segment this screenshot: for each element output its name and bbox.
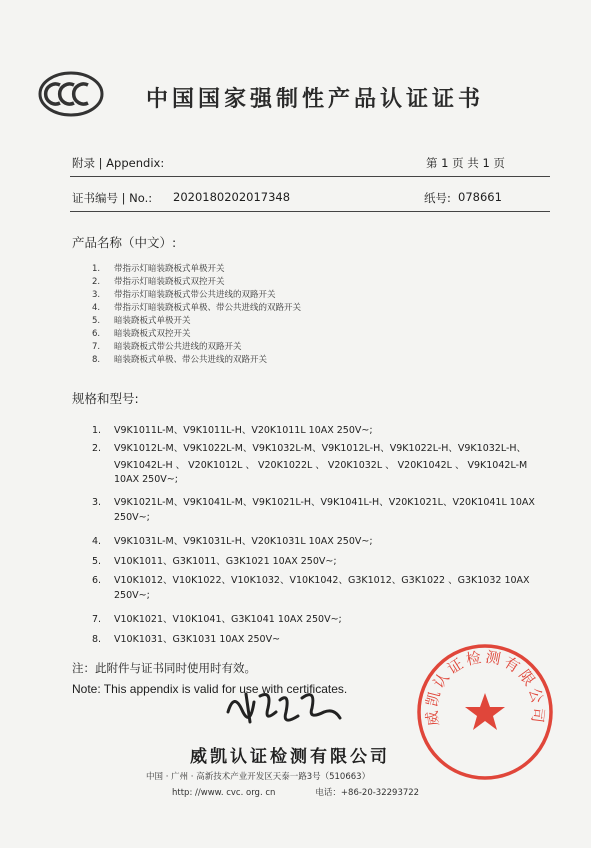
page-info: 第 1 页 共 1 页 xyxy=(426,156,505,170)
svg-text:威凯认证检测有限公司: 威凯认证检测有限公司 xyxy=(422,647,548,728)
product-item: 6. 暗装跷板式双控开关 xyxy=(92,329,191,339)
product-item: 2. 带指示灯暗装跷板式双控开关 xyxy=(92,277,225,287)
spec-item: 7. V10K1021、V10K1041、G3K1041 10AX 250V~; xyxy=(92,614,342,625)
spec-heading: 规格和型号: xyxy=(72,391,139,406)
spec-item: 4. V9K1031L-M、V9K1031L-H、V20K1031L 10AX 250V~; xyxy=(92,536,373,547)
footer-company: 威凯认证检测有限公司 xyxy=(190,747,390,767)
spec-item: 3. V9K1021L-M、V9K1041L-M、V9K1021L-H、V9K1041L-H、V20K1021L、V20K1041L 10AX xyxy=(92,497,535,508)
spec-item: 5. V10K1011、G3K1011、G3K1021 10AX 250V~; xyxy=(92,556,337,567)
spec-item-line: 250V~; xyxy=(114,590,150,601)
spec-item: 6. V10K1012、V10K1022、V10K1032、V10K1042、G3K1012、G3K1022 、G3K1032 10AX xyxy=(92,575,530,586)
spec-item-line: 250V~; xyxy=(114,512,150,523)
product-heading: 产品名称（中文）: xyxy=(72,235,177,250)
footer-phone: 电话：+86-20-32293722 xyxy=(315,788,420,798)
appendix-label: 附录 | Appendix: xyxy=(72,156,165,170)
product-list xyxy=(92,262,301,366)
ccc-logo-icon xyxy=(38,70,104,118)
divider-line xyxy=(70,176,550,177)
signature-icon xyxy=(220,682,350,732)
spec-item: 1. V9K1011L-M、V9K1011L-H、V20K1011L 10AX 250V~; xyxy=(92,425,373,436)
product-item: 3. 带指示灯暗装跷板式带公共进线的双路开关 xyxy=(92,290,276,300)
spec-item-line: 10AX 250V~; xyxy=(114,474,178,485)
footer-website: http: //www. cvc. org. cn 电话：+86-20-32293722 xyxy=(172,788,420,798)
product-item: 7. 暗装跷板式带公共进线的双路开关 xyxy=(92,342,242,352)
spec-item: 2. V9K1012L-M、V9K1022L-M、V9K1032L-M、V9K1012L-H、V9K1022L-H、V9K1032L-H、 xyxy=(92,443,527,454)
spec-item: 8. V10K1031、G3K1031 10AX 250V~ xyxy=(92,634,281,645)
paper-no-label: 纸号: xyxy=(424,191,451,205)
note-en: Note: This appendix is valid for use with certificates. xyxy=(72,682,348,696)
company-seal-icon xyxy=(414,641,556,783)
product-item: 4. 带指示灯暗装跷板式单极、带公共进线的双路开关 xyxy=(92,303,302,313)
cert-no-label: 证书编号 | No.: xyxy=(72,191,153,205)
document-title: 中国国家强制性产品认证证书 xyxy=(146,87,485,112)
product-item: 1. 带指示灯暗装跷板式单极开关 xyxy=(92,264,225,274)
paper-no-value: 078661 xyxy=(458,190,502,204)
footer-address: 中国 · 广州 · 高新技术产业开发区天泰一路3号（510663） xyxy=(146,772,371,782)
product-item: 8. 暗装跷板式单极、带公共进线的双路开关 xyxy=(92,355,268,365)
product-item: 5. 暗装跷板式单极开关 xyxy=(92,316,191,326)
cert-no-value: 2020180202017348 xyxy=(173,190,291,204)
note-cn: 注：此附件与证书同时使用时有效。 xyxy=(72,661,256,675)
divider-line xyxy=(70,211,550,212)
spec-item-line: V9K1042L-H 、 V20K1012L 、 V20K1022L 、 V20K1032L 、 V20K1042L 、 V9K1042L-M xyxy=(114,460,528,471)
